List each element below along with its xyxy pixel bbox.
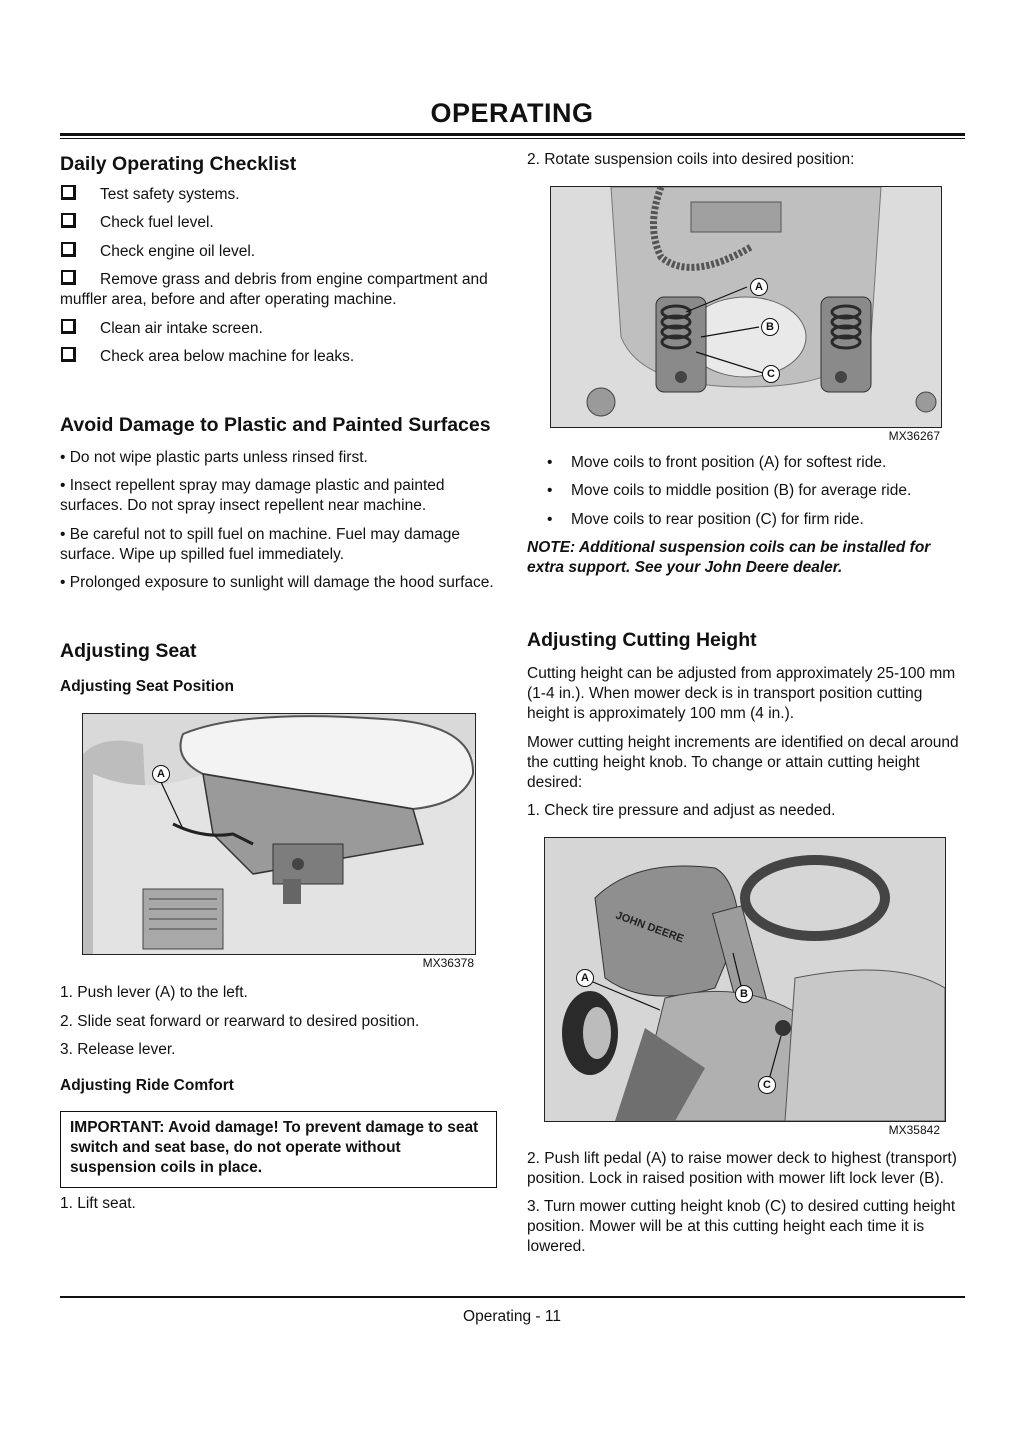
dealer-note: NOTE: Additional suspension coils can be installed for extra support. See your John Deere dealer. [527,539,931,577]
avoid-bullet: • Do not wipe plastic parts unless rinsed first. [60,448,368,466]
seat-illustration [83,714,475,954]
seat-step: 1. Push lever (A) to the left. [60,984,248,1002]
avoid-bullet: • Be careful not to spill fuel on machine. Fuel may damage surface. Wipe up spilled fuel immediately. [60,525,461,563]
checklist-item: Remove grass and debris from engine compartment and muffler area, before and after operating machine. [60,271,488,309]
checkbox-icon [61,242,76,257]
brand-text: JOHN DEERE [613,909,686,946]
callout-a: A [750,278,768,296]
coil-bullets [527,453,963,530]
checkbox-icon [61,270,76,285]
figure-id: MX36267 [888,429,940,443]
figure-id: MX35842 [888,1122,940,1137]
avoid-damage-heading: Avoid Damage to Plastic and Painted Surfaces [60,413,491,436]
header-rule-thin [60,138,965,139]
page-number: Operating - 11 [463,1308,561,1325]
seat-position-heading: Adjusting Seat Position [60,678,234,696]
rotate-step: 2. Rotate suspension coils into desired position: [527,151,855,168]
seat-step: 2. Slide seat forward or rearward to desired position. [60,1012,420,1030]
callout-b: B [761,318,779,336]
checkbox-icon [61,319,76,334]
checkbox-icon [61,185,76,200]
cutting-step: 1. Check tire pressure and adjust as needed. [527,801,836,819]
checklist-item: Check area below machine for leaks. [60,347,497,367]
coil-bullet: • Move coils to middle position (B) for average ride. [527,481,963,501]
checklist [60,185,497,367]
callout-a: A [152,765,170,783]
seat-figure [82,713,476,955]
coil-bullet: • Move coils to rear position (C) for firm ride. [527,510,963,530]
cutting-paragraph: Mower cutting height increments are identified on decal around the cutting height knob. To change or attain cutting height desired: [527,733,959,791]
right-column [527,150,963,1257]
coil-bullet: • Move coils to front position (A) for softest ride. [527,453,963,473]
cutting-paragraph: Cutting height can be adjusted from approximately 25-100 mm (1-4 in.). When mower deck is in transport position cutting height is approximately 100 mm (4 in.). [527,665,956,723]
important-notice: IMPORTANT: Avoid damage! To prevent damage to seat switch and seat base, do not operate without suspension coils in place. [60,1111,497,1188]
checklist-item: Clean air intake screen. [60,319,497,339]
ride-comfort-heading: Adjusting Ride Comfort [60,1076,234,1094]
avoid-bullet: • Insect repellent spray may damage plastic and painted surfaces. Do not spray insect repellent near machine. [60,477,445,515]
checkbox-icon [61,213,76,228]
callout-a: A [576,969,594,987]
header-rule [60,133,965,136]
page-title: OPERATING [430,98,594,128]
mower-figure [544,837,946,1122]
cutting-step: 3. Turn mower cutting height knob (C) to desired cutting height position. Mower will be at this cutting height each time it is lowered. [527,1198,956,1256]
checklist-item: Test safety systems. [60,185,497,205]
seat-step: 3. Release lever. [60,1040,176,1058]
checkbox-icon [61,347,76,362]
adjusting-seat-heading: Adjusting Seat [60,640,197,663]
checklist-item: Check fuel level. [60,213,497,233]
checklist-heading: Daily Operating Checklist [60,153,297,175]
mower-illustration [545,838,945,1121]
coil-figure [550,186,942,428]
callout-c: C [762,365,780,383]
callout-b: B [735,985,753,1003]
callout-c: C [758,1076,776,1094]
figure-id: MX36378 [422,956,474,971]
lift-seat-step: 1. Lift seat. [60,1194,136,1212]
footer-rule [60,1296,965,1298]
coil-illustration [551,187,941,427]
cutting-height-heading: Adjusting Cutting Height [527,629,757,652]
checklist-item: Check engine oil level. [60,242,497,262]
avoid-bullet: • Prolonged exposure to sunlight will damage the hood surface. [60,574,494,592]
left-column [60,150,497,1214]
cutting-step: 2. Push lift pedal (A) to raise mower deck to highest (transport) position. Lock in raised position with mower lift lock lever (B). [527,1149,957,1187]
seat-steps [60,983,497,1060]
